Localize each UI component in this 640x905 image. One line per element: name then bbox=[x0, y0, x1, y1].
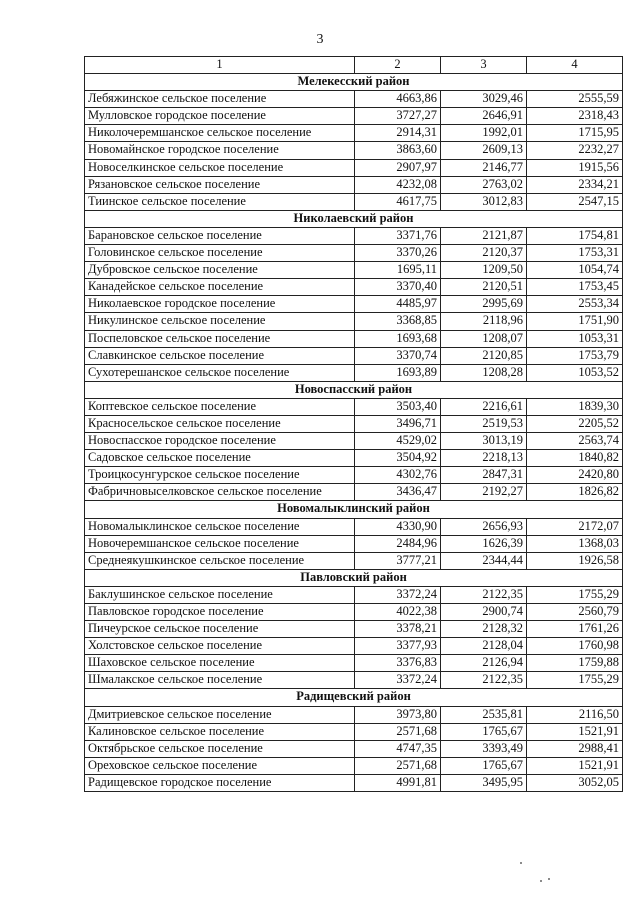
value-col-2: 2484,96 bbox=[355, 535, 441, 552]
settlement-name: Радищевское городское поселение bbox=[85, 774, 355, 791]
settlement-name: Новоспасское городское поселение bbox=[85, 433, 355, 450]
value-col-4: 1751,90 bbox=[527, 313, 623, 330]
settlement-name: Рязановское сельское поселение bbox=[85, 176, 355, 193]
value-col-3: 1765,67 bbox=[441, 757, 527, 774]
value-col-3: 2128,04 bbox=[441, 638, 527, 655]
district-name: Мелекесский район bbox=[85, 74, 623, 91]
table-row bbox=[85, 518, 623, 535]
district-name: Николаевский район bbox=[85, 210, 623, 227]
value-col-3: 2122,35 bbox=[441, 586, 527, 603]
settlement-name: Павловское городское поселение bbox=[85, 604, 355, 621]
table-row bbox=[85, 484, 623, 501]
settlement-name: Славкинское сельское поселение bbox=[85, 347, 355, 364]
value-col-3: 2519,53 bbox=[441, 415, 527, 432]
table-row bbox=[85, 655, 623, 672]
value-col-2: 3372,24 bbox=[355, 672, 441, 689]
settlement-name: Мулловское городское поселение bbox=[85, 108, 355, 125]
value-col-3: 2120,85 bbox=[441, 347, 527, 364]
value-col-3: 3029,46 bbox=[441, 91, 527, 108]
table-row bbox=[85, 176, 623, 193]
value-col-3: 2118,96 bbox=[441, 313, 527, 330]
value-col-3: 3012,83 bbox=[441, 193, 527, 210]
value-col-4: 1826,82 bbox=[527, 484, 623, 501]
value-col-2: 2571,68 bbox=[355, 757, 441, 774]
value-col-4: 1715,95 bbox=[527, 125, 623, 142]
value-col-3: 3495,95 bbox=[441, 774, 527, 791]
table-row bbox=[85, 262, 623, 279]
value-col-4: 2563,74 bbox=[527, 433, 623, 450]
value-col-2: 4330,90 bbox=[355, 518, 441, 535]
table-row bbox=[85, 91, 623, 108]
column-number: 3 bbox=[441, 57, 527, 74]
value-col-4: 2560,79 bbox=[527, 604, 623, 621]
value-col-4: 2555,59 bbox=[527, 91, 623, 108]
settlement-name: Новомайнское городское поселение bbox=[85, 142, 355, 159]
column-number-row bbox=[85, 57, 623, 74]
district-row bbox=[85, 74, 623, 91]
value-col-3: 1626,39 bbox=[441, 535, 527, 552]
settlement-name: Тиинское сельское поселение bbox=[85, 193, 355, 210]
settlement-name: Канадейское сельское поселение bbox=[85, 279, 355, 296]
value-col-2: 3973,80 bbox=[355, 706, 441, 723]
scan-speck bbox=[520, 862, 522, 864]
value-col-4: 1754,81 bbox=[527, 227, 623, 244]
value-col-3: 2126,94 bbox=[441, 655, 527, 672]
table-row bbox=[85, 415, 623, 432]
table-row bbox=[85, 535, 623, 552]
settlement-name: Новоселкинское сельское поселение bbox=[85, 159, 355, 176]
table-row bbox=[85, 142, 623, 159]
value-col-2: 3727,27 bbox=[355, 108, 441, 125]
value-col-4: 1521,91 bbox=[527, 723, 623, 740]
table-row bbox=[85, 604, 623, 621]
settlement-name: Головинское сельское поселение bbox=[85, 245, 355, 262]
settlement-name: Сухотерешанское сельское поселение bbox=[85, 364, 355, 381]
value-col-2: 3378,21 bbox=[355, 621, 441, 638]
value-col-2: 1693,68 bbox=[355, 330, 441, 347]
value-col-4: 1839,30 bbox=[527, 398, 623, 415]
settlements-table bbox=[84, 56, 623, 792]
value-col-4: 2553,34 bbox=[527, 296, 623, 313]
settlement-name: Лебяжинское сельское поселение bbox=[85, 91, 355, 108]
value-col-2: 4747,35 bbox=[355, 740, 441, 757]
table-row bbox=[85, 740, 623, 757]
value-col-2: 1695,11 bbox=[355, 262, 441, 279]
column-number: 4 bbox=[527, 57, 623, 74]
value-col-2: 2907,97 bbox=[355, 159, 441, 176]
table-row bbox=[85, 638, 623, 655]
value-col-2: 4485,97 bbox=[355, 296, 441, 313]
value-col-4: 1054,74 bbox=[527, 262, 623, 279]
settlement-name: Фабричновыселковское сельское поселение bbox=[85, 484, 355, 501]
value-col-2: 2914,31 bbox=[355, 125, 441, 142]
value-col-2: 3503,40 bbox=[355, 398, 441, 415]
value-col-3: 2120,37 bbox=[441, 245, 527, 262]
value-col-4: 1926,58 bbox=[527, 552, 623, 569]
settlement-name: Коптевское сельское поселение bbox=[85, 398, 355, 415]
value-col-2: 3368,85 bbox=[355, 313, 441, 330]
value-col-3: 2218,13 bbox=[441, 450, 527, 467]
settlement-name: Барановское сельское поселение bbox=[85, 227, 355, 244]
value-col-4: 1053,31 bbox=[527, 330, 623, 347]
value-col-2: 4022,38 bbox=[355, 604, 441, 621]
value-col-4: 2205,52 bbox=[527, 415, 623, 432]
district-row bbox=[85, 381, 623, 398]
settlement-name: Баклушинское сельское поселение bbox=[85, 586, 355, 603]
value-col-3: 2763,02 bbox=[441, 176, 527, 193]
value-col-3: 1992,01 bbox=[441, 125, 527, 142]
column-number: 1 bbox=[85, 57, 355, 74]
table-row bbox=[85, 586, 623, 603]
settlement-name: Садовское сельское поселение bbox=[85, 450, 355, 467]
table-row bbox=[85, 279, 623, 296]
value-col-2: 3496,71 bbox=[355, 415, 441, 432]
district-row bbox=[85, 501, 623, 518]
value-col-4: 2172,07 bbox=[527, 518, 623, 535]
settlement-name: Ореховское сельское поселение bbox=[85, 757, 355, 774]
settlement-name: Николаевское городское поселение bbox=[85, 296, 355, 313]
district-row bbox=[85, 689, 623, 706]
value-col-3: 2120,51 bbox=[441, 279, 527, 296]
value-col-3: 2121,87 bbox=[441, 227, 527, 244]
table-row bbox=[85, 193, 623, 210]
value-col-4: 3052,05 bbox=[527, 774, 623, 791]
value-col-2: 3504,92 bbox=[355, 450, 441, 467]
table-row bbox=[85, 450, 623, 467]
value-col-3: 3013,19 bbox=[441, 433, 527, 450]
value-col-4: 2420,80 bbox=[527, 467, 623, 484]
value-col-3: 2609,13 bbox=[441, 142, 527, 159]
value-col-2: 2571,68 bbox=[355, 723, 441, 740]
value-col-4: 1915,56 bbox=[527, 159, 623, 176]
value-col-4: 1759,88 bbox=[527, 655, 623, 672]
value-col-2: 3377,93 bbox=[355, 638, 441, 655]
value-col-3: 2146,77 bbox=[441, 159, 527, 176]
value-col-2: 4529,02 bbox=[355, 433, 441, 450]
table-row bbox=[85, 621, 623, 638]
value-col-4: 1755,29 bbox=[527, 672, 623, 689]
table-row bbox=[85, 552, 623, 569]
value-col-3: 2216,61 bbox=[441, 398, 527, 415]
value-col-2: 3371,76 bbox=[355, 227, 441, 244]
table-row bbox=[85, 774, 623, 791]
settlement-name: Никулинское сельское поселение bbox=[85, 313, 355, 330]
settlement-name: Николочеремшанское сельское поселение bbox=[85, 125, 355, 142]
settlement-name: Шмалакское сельское поселение bbox=[85, 672, 355, 689]
value-col-2: 3436,47 bbox=[355, 484, 441, 501]
value-col-2: 3777,21 bbox=[355, 552, 441, 569]
value-col-4: 1368,03 bbox=[527, 535, 623, 552]
table-row bbox=[85, 313, 623, 330]
value-col-2: 4232,08 bbox=[355, 176, 441, 193]
value-col-2: 4617,75 bbox=[355, 193, 441, 210]
value-col-3: 2900,74 bbox=[441, 604, 527, 621]
value-col-3: 2128,32 bbox=[441, 621, 527, 638]
value-col-2: 4991,81 bbox=[355, 774, 441, 791]
table-row bbox=[85, 398, 623, 415]
table-row bbox=[85, 347, 623, 364]
table-row bbox=[85, 467, 623, 484]
table-row bbox=[85, 364, 623, 381]
district-row bbox=[85, 569, 623, 586]
settlement-name: Пичеурское сельское поселение bbox=[85, 621, 355, 638]
value-col-4: 1753,31 bbox=[527, 245, 623, 262]
value-col-4: 2334,21 bbox=[527, 176, 623, 193]
column-number: 2 bbox=[355, 57, 441, 74]
value-col-3: 2847,31 bbox=[441, 467, 527, 484]
value-col-2: 3863,60 bbox=[355, 142, 441, 159]
table-row bbox=[85, 245, 623, 262]
table-row bbox=[85, 227, 623, 244]
value-col-4: 1753,79 bbox=[527, 347, 623, 364]
value-col-3: 2995,69 bbox=[441, 296, 527, 313]
table-row bbox=[85, 296, 623, 313]
settlement-name: Троицкосунгурское сельское поселение bbox=[85, 467, 355, 484]
value-col-2: 4302,76 bbox=[355, 467, 441, 484]
value-col-3: 2344,44 bbox=[441, 552, 527, 569]
table-row bbox=[85, 723, 623, 740]
settlement-name: Холстовское сельское поселение bbox=[85, 638, 355, 655]
table-row bbox=[85, 672, 623, 689]
value-col-2: 1693,89 bbox=[355, 364, 441, 381]
district-name: Новоспасский район bbox=[85, 381, 623, 398]
table-row bbox=[85, 125, 623, 142]
value-col-3: 2535,81 bbox=[441, 706, 527, 723]
value-col-4: 2318,43 bbox=[527, 108, 623, 125]
page-number: 3 bbox=[316, 32, 324, 47]
table-body bbox=[85, 57, 623, 792]
table-row bbox=[85, 159, 623, 176]
value-col-3: 3393,49 bbox=[441, 740, 527, 757]
value-col-3: 2656,93 bbox=[441, 518, 527, 535]
value-col-4: 1521,91 bbox=[527, 757, 623, 774]
value-col-2: 3370,26 bbox=[355, 245, 441, 262]
settlement-name: Красносельское сельское поселение bbox=[85, 415, 355, 432]
table-row bbox=[85, 433, 623, 450]
value-col-4: 1760,98 bbox=[527, 638, 623, 655]
value-col-2: 3370,74 bbox=[355, 347, 441, 364]
value-col-3: 1209,50 bbox=[441, 262, 527, 279]
value-col-3: 2192,27 bbox=[441, 484, 527, 501]
table-row bbox=[85, 330, 623, 347]
scan-speck bbox=[540, 880, 542, 882]
settlement-name: Новомалыклинское сельское поселение bbox=[85, 518, 355, 535]
value-col-4: 1053,52 bbox=[527, 364, 623, 381]
value-col-4: 1761,26 bbox=[527, 621, 623, 638]
value-col-4: 1753,45 bbox=[527, 279, 623, 296]
value-col-2: 3372,24 bbox=[355, 586, 441, 603]
settlement-name: Октябрьское сельское поселение bbox=[85, 740, 355, 757]
district-name: Новомалыклинский район bbox=[85, 501, 623, 518]
table-row bbox=[85, 757, 623, 774]
district-row bbox=[85, 210, 623, 227]
value-col-3: 1208,07 bbox=[441, 330, 527, 347]
district-name: Радищевский район bbox=[85, 689, 623, 706]
table-row bbox=[85, 706, 623, 723]
settlement-name: Калиновское сельское поселение bbox=[85, 723, 355, 740]
value-col-3: 1765,67 bbox=[441, 723, 527, 740]
settlement-name: Среднеякушкинское сельское поселение bbox=[85, 552, 355, 569]
settlement-name: Дмитриевское сельское поселение bbox=[85, 706, 355, 723]
value-col-4: 2547,15 bbox=[527, 193, 623, 210]
scan-speck bbox=[548, 878, 550, 880]
value-col-4: 2232,27 bbox=[527, 142, 623, 159]
value-col-4: 2116,50 bbox=[527, 706, 623, 723]
table-row bbox=[85, 108, 623, 125]
settlement-name: Шаховское сельское поселение bbox=[85, 655, 355, 672]
settlement-name: Поспеловское сельское поселение bbox=[85, 330, 355, 347]
value-col-3: 2122,35 bbox=[441, 672, 527, 689]
value-col-2: 3370,40 bbox=[355, 279, 441, 296]
value-col-4: 1840,82 bbox=[527, 450, 623, 467]
settlement-name: Дубровское сельское поселение bbox=[85, 262, 355, 279]
settlement-name: Новочеремшанское сельское поселение bbox=[85, 535, 355, 552]
value-col-3: 1208,28 bbox=[441, 364, 527, 381]
value-col-3: 2646,91 bbox=[441, 108, 527, 125]
value-col-4: 2988,41 bbox=[527, 740, 623, 757]
value-col-2: 4663,86 bbox=[355, 91, 441, 108]
value-col-4: 1755,29 bbox=[527, 586, 623, 603]
value-col-2: 3376,83 bbox=[355, 655, 441, 672]
district-name: Павловский район bbox=[85, 569, 623, 586]
